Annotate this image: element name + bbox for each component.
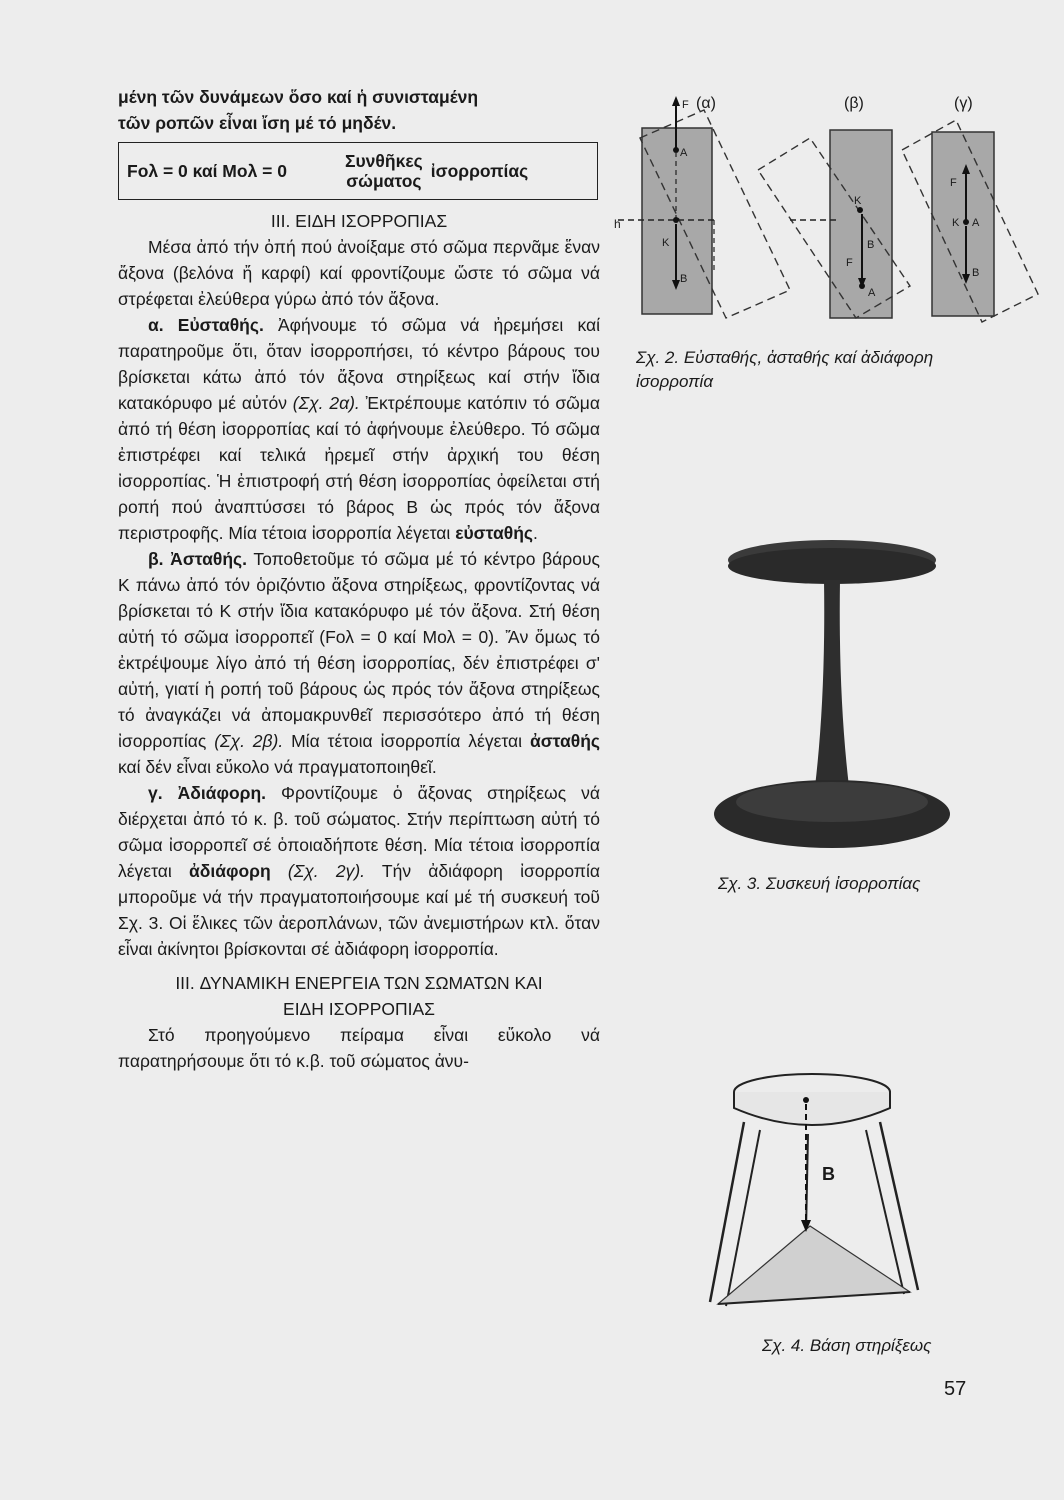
equilibrium-word: ἰσορροπίας [430,160,529,181]
fig2-label-a: (α) [696,95,716,112]
paragraph-unstable: β. Ἀσταθής. Τοποθετοῦμε τό σῶμα μέ τό κέντρο βάρους Κ πάνω ἀπό τόν ὁριζόντιο ἄξονα στηρίξεως, φροντίζοντας νά βρίσκεται τό Κ στήν ἴδια κατακόρυφο μέ τόν ἄξονα. Στή θέση αὐτή τό σῶμα ἰσορροπεῖ (Fολ = 0 καί Mολ = 0). Ἄν ὅμως τό ἐκτρέψουμε λίγο ἀπό τή θέση ἰσορροπίας, δέν ἐπιστρέφει σ' αὐτή, γιατί ἡ ροπή τοῦ βάρους ὡς πρός τόν ἄξονα στηρίξεως τό ἀναγκάζει νά ἀπομακρυνθεῖ περισσότερο ἀπό τή θέση ἰσορροπίας (Σχ. 2β). Μία τέτοια ἰσορροπία λέγεται ἀσταθής καί δέν εἶναι εὔκολο νά πραγματοποιηθεῖ. [118,549,600,777]
intro-line-2: τῶν ροπῶν εἶναι ἴση μέ τό μηδέν. [118,113,397,133]
fig4-leg-left [710,1122,744,1302]
fig2c-body [932,132,994,316]
page-number: 57 [944,1378,967,1400]
unstable-term: ἀσταθής [529,731,600,751]
figure-2-diagram [610,90,1050,330]
svg-text:h: h [614,217,621,231]
svg-text:A: A [868,287,876,299]
figure-3-balance-device [690,530,980,860]
equilibrium-conditions-box [118,142,598,200]
svg-text:B: B [867,239,875,251]
equilibrium-equation: Fολ = 0 καί Mολ = 0 [127,160,287,181]
section-heading-dynamiki-1: III. ΔΥΝΑΜΙΚΗ ΕΝΕΡΓΕΙΑ ΤΩΝ ΣΩΜΑΤΩΝ ΚΑΙ [175,973,543,993]
svg-text:F: F [846,257,853,269]
intro-line-1: μένη τῶν δυνάμεων ὅσο καί ἡ συνισταμένη [118,87,479,107]
svg-text:B: B [680,273,688,285]
fig2-label-c: (γ) [954,95,973,112]
svg-text:K: K [952,217,960,229]
fig4-letter-b: B [822,1164,835,1184]
body-word: σώματος [346,171,422,191]
figure-4-support-base [690,1050,980,1340]
intro-text [118,84,600,136]
main-text-column [118,208,600,1074]
figure-ref-2b: (Σχ. 2β). [214,731,284,751]
svg-text:B: B [972,267,980,279]
section-heading-dynamiki-2: ΕΙΔΗ ΙΣΟΡΡΟΠΙΑΣ [283,999,435,1019]
fig2-label-b: (β) [844,95,864,112]
svg-text:K: K [662,237,670,249]
figure-3-caption: Σχ. 3. Συσκευή ἰσορροπίας [718,874,921,893]
section-heading-eidi: III. ΕΙΔΗ ΙΣΟΡΡΟΠΙΑΣ [270,211,448,231]
fig4-support-triangle [718,1226,910,1304]
equilibrium-conditions-label [345,151,528,191]
neutral-label: γ. Ἀδιάφορη. [148,783,267,803]
stable-label: α. Εὐσταθής. [148,315,264,335]
neutral-term: ἀδιάφορη [188,861,271,881]
svg-text:F: F [682,99,689,111]
fig4-leg-right [880,1122,918,1290]
conditions-word: Συνθῆκες [345,151,423,171]
paragraph-dynamiki: Στό προηγούμενο πείραμα εἶναι εὔκολο νά παρατηρήσουμε ὅτι τό κ.β. τοῦ σώματος ἀνυ- [118,1025,600,1071]
figure-ref-2a: (Σχ. 2α). [292,393,360,413]
fig3-stem [812,580,852,810]
svg-text:F: F [950,177,957,189]
svg-text:A: A [680,147,688,159]
figure-2-caption: Σχ. 2. Εὐσταθής, ἀσταθής καί ἀδιάφορη ἰσορροπία [636,348,934,391]
figure-ref-2c: (Σχ. 2γ). [270,861,366,881]
paragraph-intro: Μέσα ἀπό τήν ὀπή πού ἀνοίξαμε στό σῶμα περνᾶμε ἕναν ἄξονα (βελόνα ἤ καρφί) καί φροντίζουμε ὥστε τό σῶμα νά στρέφεται ἐλεύθερα γύρω ἀπό τόν ἄξονα. [118,237,600,309]
svg-text:A: A [972,217,980,229]
svg-text:K: K [854,195,862,207]
unstable-label: β. Ἀσταθής. [148,549,247,569]
paragraph-stable: α. Εὐσταθής. Ἀφήνουμε τό σῶμα νά ἠρεμήσει καί παρατηροῦμε ὅτι, ὅταν ἰσορροπήσει, τό κέντρο βάρους του βρίσκεται κάτω ἀπό τόν ἄξονα στηρίξεως καί στήν ἴδια κατακόρυφο μέ αὐτόν (Σχ. 2α). Ἐκτρέπουμε κατόπιν τό σῶμα ἀπό τή θέση ἰσορροπίας καί τό ἀφήνουμε ἐλεύθερο. Τό σῶμα ἐπιστρέφει καί τελικά ἠρεμεῖ στήν ἀρχική του θέση ἰσορροπίας. Ἡ ἐπιστροφή στή θέση ἰσορροπίας ὀφείλεται στή ροπή πού ἀναπτύσσει τό βάρος Β ὡς πρός τόν ἄξονα περιστροφῆς. Μία τέτοια ἰσορροπία λέγεται εὐσταθής. [118,315,600,543]
paragraph-neutral: γ. Ἀδιάφορη. Φροντίζουμε ὁ ἄξονας στηρίξεως νά διέρχεται ἀπό τό κ. β. τοῦ σώματος. Στήν περίπτωση αὐτή τό σῶμα ἰσορροπεῖ σέ ὁποιαδήποτε θέση. Μία τέτοια ἰσορροπία λέγεται ἀδιάφορη (Σχ. 2γ). Τήν ἀδιάφορη ἰσορροπία μποροῦμε νά τήν πραγματοποιήσουμε καί μέ τή συσκευή τοῦ Σχ. 3. Οἱ ἕλικες τῶν ἀεροπλάνων, τῶν ἀνεμιστήρων κτλ. ὅταν εἶναι ἀκίνητοι βρίσκονται σέ ἀδιάφορη ἰσορροπία. [118,783,601,959]
figure-4-caption: Σχ. 4. Βάση στηρίξεως [762,1336,932,1355]
stable-term: εὐσταθής [455,523,533,543]
